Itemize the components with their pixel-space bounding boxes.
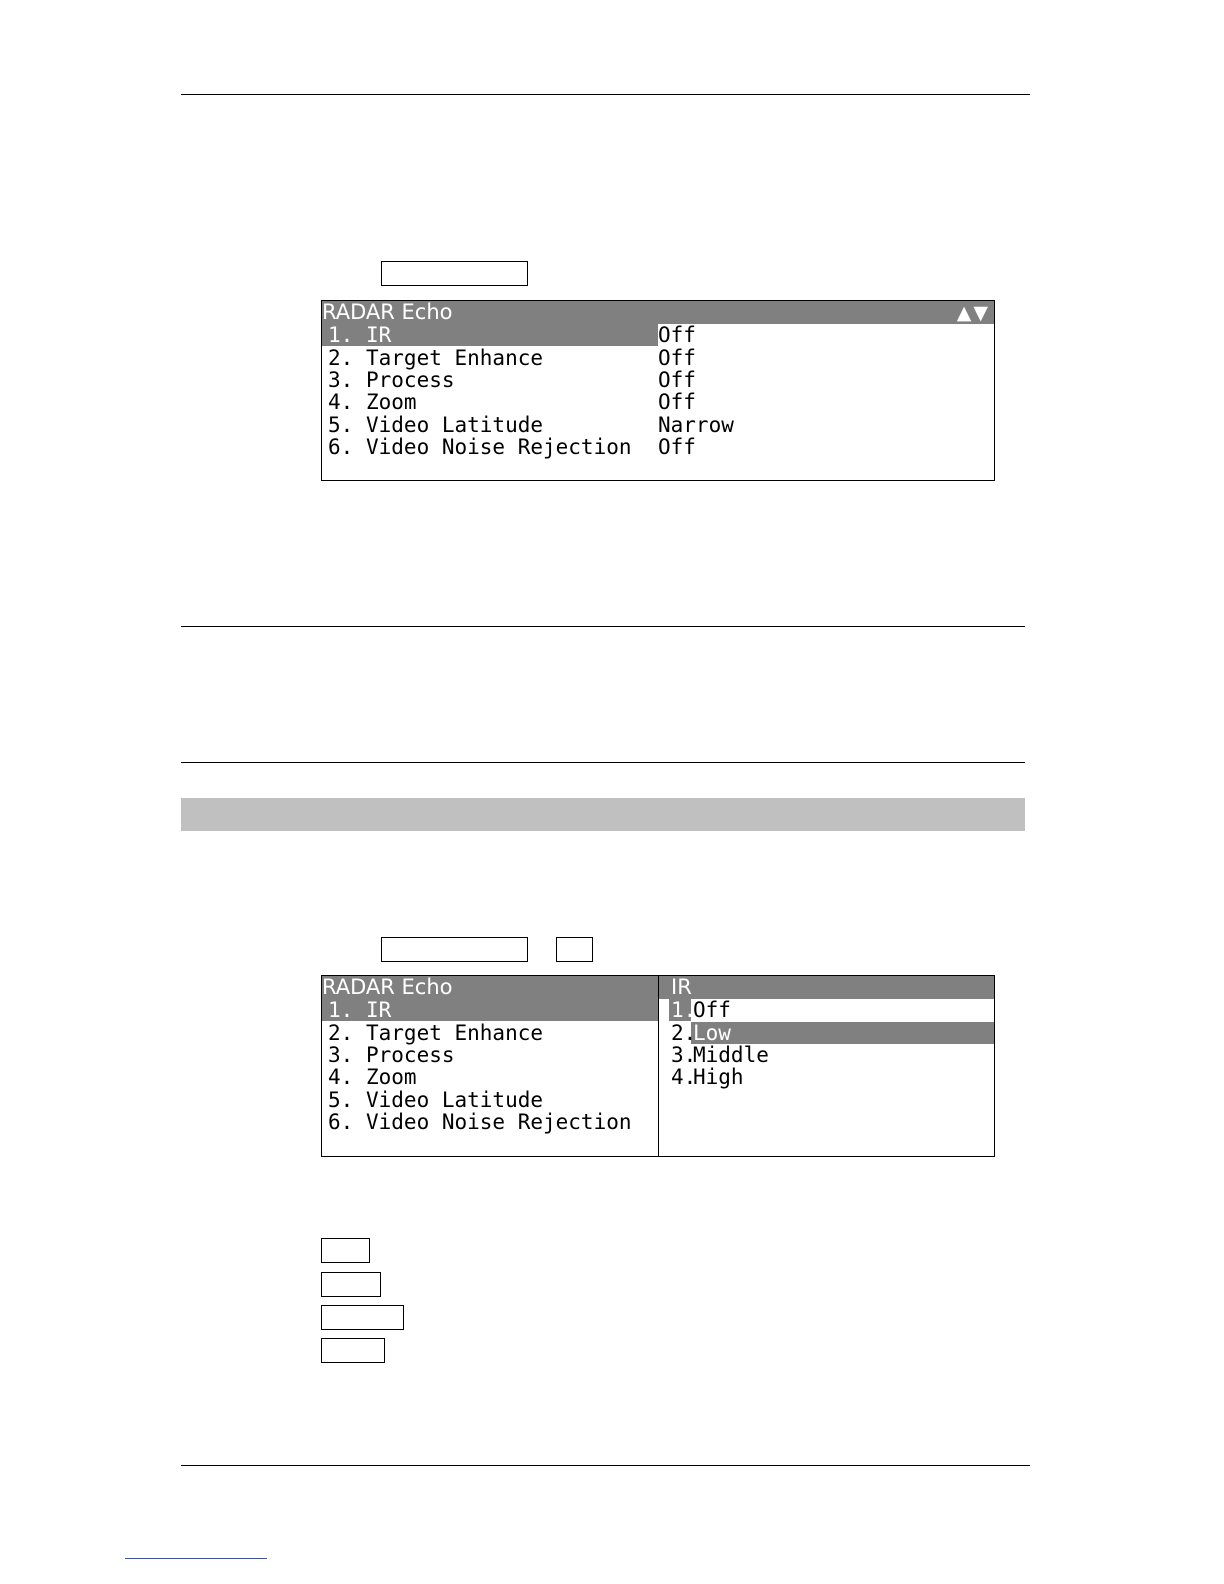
option-key-box-2 [321,1272,381,1297]
item-number: 6. [328,1110,354,1134]
footer-link-underline [125,1558,267,1559]
item-number: 1. [328,323,354,347]
item-value: Off [658,368,696,392]
menu-item-video-latitude[interactable] [322,1089,658,1111]
menu-title-bar [322,976,658,999]
item-label: Zoom [366,1065,417,1089]
menu-item-video-noise-rejection[interactable] [322,1111,658,1133]
item-number: 3. [328,1043,354,1067]
ir-option-low[interactable] [659,1022,994,1044]
menu-item-ir[interactable] [322,324,994,346]
item-number: 4. [328,1065,354,1089]
option-number: 3. [671,1043,697,1067]
menu-item-target-enhance[interactable] [322,1022,658,1044]
section-rule-2 [181,762,1025,763]
option-label: Off [693,998,731,1022]
menu-item-video-noise-rejection[interactable] [322,436,994,458]
scroll-arrows-icon[interactable]: ▲▼ [956,302,990,324]
option-key-box-4 [321,1338,385,1363]
item-label: Video Latitude [366,413,544,437]
menu-item-target-enhance[interactable] [322,347,994,369]
menu-item-zoom[interactable] [322,391,994,413]
item-number: 1. [328,998,354,1022]
radar-echo-menu [321,300,995,481]
option-number: 4. [671,1065,697,1089]
ir-option-off[interactable] [659,999,994,1021]
menu-title-bar [322,301,994,324]
option-key-box-3 [321,1305,404,1330]
ir-option-high[interactable] [659,1066,994,1088]
section-rule-1 [181,626,1025,627]
item-label: Target Enhance [366,346,544,370]
menu-title: RADAR Echo [322,300,453,324]
key-button-box-2 [381,937,528,962]
menu-item-ir[interactable] [322,999,658,1021]
selection-highlight [691,1022,994,1044]
option-label: Low [693,1021,731,1045]
item-value: Off [658,390,696,414]
item-label: Target Enhance [366,1021,544,1045]
item-label: IR [366,323,392,347]
option-number: 2. [671,1021,697,1045]
item-label: Video Noise Rejection [366,435,632,459]
item-number: 5. [328,413,354,437]
radar-echo-ir-menu [321,975,995,1157]
submenu-title-bar [659,976,994,999]
key-button-box-3 [556,937,593,962]
item-label: IR [366,998,392,1022]
menu-item-process[interactable] [322,369,994,391]
item-label: Video Noise Rejection [366,1110,632,1134]
item-label: Process [366,1043,455,1067]
section-heading-bar [181,798,1025,831]
option-key-box-1 [321,1238,370,1263]
item-value: Narrow [658,413,734,437]
footer-rule [181,1465,1030,1466]
item-number: 3. [328,368,354,392]
ir-option-middle[interactable] [659,1044,994,1066]
menu-title: RADAR Echo [322,975,453,999]
menu-item-process[interactable] [322,1044,658,1066]
header-rule [181,94,1030,95]
item-number: 4. [328,390,354,414]
menu-item-zoom[interactable] [322,1066,658,1088]
item-label: Video Latitude [366,1088,544,1112]
item-value: Off [658,323,696,347]
item-value: Off [658,346,696,370]
item-label: Zoom [366,390,417,414]
key-button-box-1 [381,261,528,286]
item-number: 5. [328,1088,354,1112]
item-value: Off [658,435,696,459]
item-number: 2. [328,1021,354,1045]
submenu-title: IR [671,975,692,999]
item-label: Process [366,368,455,392]
menu-item-video-latitude[interactable] [322,414,994,436]
option-label: Middle [693,1043,769,1067]
option-label: High [693,1065,744,1089]
item-number: 2. [328,346,354,370]
item-number: 6. [328,435,354,459]
option-number: 1. [671,998,697,1022]
